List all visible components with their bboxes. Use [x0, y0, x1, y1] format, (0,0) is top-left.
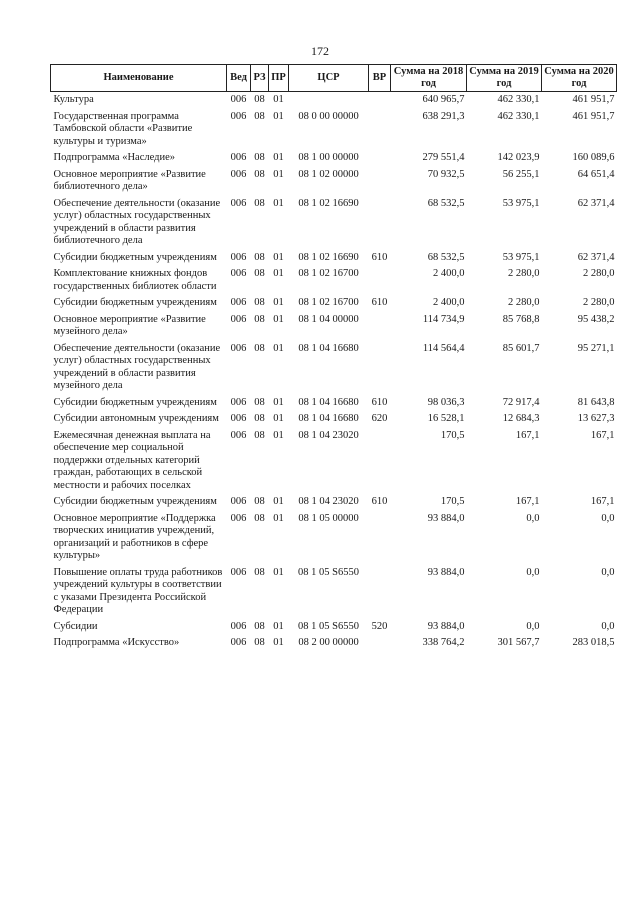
row-ved: 006: [230, 94, 247, 105]
row-rz: 08: [254, 152, 265, 163]
row-sum-2019: 301 567,7: [497, 637, 540, 648]
row-rz: 08: [254, 197, 265, 209]
table-row: [51, 92, 617, 109]
row-vr: 610: [371, 297, 388, 308]
table-row: [51, 511, 617, 565]
row-name: Основное мероприятие «Развитие библиотечного дела»: [53, 168, 206, 192]
row-rz: 08: [254, 566, 265, 578]
row-ved: 006: [230, 620, 247, 632]
row-sum-2018: 68 532,5: [427, 197, 465, 209]
row-sum-2020: 0,0: [601, 512, 615, 524]
row-ved: 006: [230, 313, 247, 325]
row-sum-2018: 338 764,2: [422, 637, 465, 648]
row-name: Ежемесячная денежная выплата на обеспечение мер социальной поддержки отдельных категорий граждан, работающих в сельской местности и рабочих поселках: [53, 429, 211, 491]
header-ved: Вед: [227, 65, 251, 92]
row-csr: 08 1 05 S6550: [298, 566, 359, 578]
row-rz: 08: [254, 251, 265, 263]
row-sum-2019: 167,1: [515, 429, 540, 441]
row-sum-2019: 12 684,3: [502, 413, 540, 424]
page-number: 172: [311, 44, 329, 58]
row-pr: 01: [273, 110, 284, 122]
row-sum-2018: 170,5: [440, 429, 465, 441]
row-ved: 006: [230, 297, 247, 308]
row-pr: 01: [273, 496, 284, 507]
row-sum-2020: 167,1: [590, 429, 615, 441]
row-name: Обеспечение деятельности (оказание услуг) областных государственных учреждений в области развития библиотечного дела: [53, 197, 221, 246]
row-name: Комплектование книжных фондов государственных библиотек области: [53, 268, 217, 292]
row-csr: 08 1 04 00000: [298, 313, 359, 325]
row-vr: [369, 167, 391, 196]
row-sum-2018: 93 884,0: [427, 566, 465, 578]
table-row: [51, 266, 617, 295]
row-sum-2019: 0,0: [526, 620, 540, 632]
row-pr: 01: [273, 197, 284, 209]
row-sum-2020: 64 651,4: [577, 168, 615, 180]
row-rz: 08: [254, 620, 265, 632]
table-row: [51, 196, 617, 250]
row-ved: 006: [230, 637, 247, 648]
row-rz: 08: [254, 313, 265, 325]
row-sum-2018: 638 291,3: [422, 110, 465, 122]
row-sum-2018: 114 564,4: [422, 342, 465, 354]
row-sum-2020: 160 089,6: [572, 152, 615, 163]
table-body: [51, 92, 617, 652]
row-sum-2020: 0,0: [601, 566, 615, 578]
row-sum-2018: 68 532,5: [427, 251, 465, 263]
row-name: Культура: [53, 94, 94, 105]
row-pr: 01: [273, 94, 284, 105]
row-sum-2019: 142 023,9: [497, 152, 540, 163]
row-sum-2019: 0,0: [526, 512, 540, 524]
row-sum-2018: 93 884,0: [427, 512, 465, 524]
row-csr: 08 1 00 00000: [298, 152, 359, 163]
table-row: [51, 341, 617, 395]
row-ved: 006: [230, 512, 247, 524]
table-row: [51, 565, 617, 619]
row-csr: 08 1 02 16700: [298, 268, 359, 279]
row-name: Субсидии бюджетным учреждениям: [53, 396, 217, 408]
row-ved: 006: [230, 110, 247, 122]
row-pr: 01: [273, 429, 284, 441]
header-pr: ПР: [269, 65, 289, 92]
row-rz: 08: [254, 297, 265, 308]
row-pr: 01: [273, 566, 284, 578]
row-sum-2018: 70 932,5: [427, 168, 465, 180]
row-name: Основное мероприятие «Поддержка творческих инициатив учреждений, организаций и работников в сфере культуры»: [53, 512, 216, 561]
row-name: Субсидии бюджетным учреждениям: [53, 297, 217, 308]
budget-table: [50, 64, 617, 652]
row-sum-2018: 170,5: [440, 496, 465, 507]
row-vr: [369, 341, 391, 395]
row-sum-2018: 2 400,0: [433, 297, 465, 308]
row-vr: 620: [371, 413, 388, 424]
row-ved: 006: [230, 413, 247, 424]
row-pr: 01: [273, 413, 284, 424]
row-vr: [369, 565, 391, 619]
row-sum-2018: 2 400,0: [433, 268, 465, 279]
row-ved: 006: [230, 342, 247, 354]
table-row: [51, 635, 617, 652]
row-sum-2020: 461 951,7: [572, 110, 615, 122]
row-rz: 08: [254, 342, 265, 354]
row-csr: 08 1 04 16680: [298, 413, 359, 424]
row-ved: 006: [230, 566, 247, 578]
header-vr: ВР: [369, 65, 391, 92]
row-rz: 08: [254, 94, 265, 105]
row-sum-2019: 56 255,1: [502, 168, 540, 180]
row-rz: 08: [254, 637, 265, 648]
row-csr: 08 0 00 00000: [298, 110, 359, 122]
row-sum-2019: 462 330,1: [497, 110, 540, 122]
row-sum-2020: 62 371,4: [577, 197, 615, 209]
header-sum-2018: Сумма на 2018 год: [391, 65, 467, 92]
row-vr: 610: [371, 396, 388, 408]
row-sum-2018: 93 884,0: [427, 620, 465, 632]
row-ved: 006: [230, 268, 247, 279]
row-rz: 08: [254, 396, 265, 408]
row-ved: 006: [230, 197, 247, 209]
row-sum-2020: 461 951,7: [572, 94, 615, 105]
row-csr: 08 1 04 23020: [298, 496, 359, 507]
header-csr: ЦСР: [289, 65, 369, 92]
row-vr: [369, 312, 391, 341]
row-sum-2019: 0,0: [526, 566, 540, 578]
table-row: [51, 109, 617, 151]
table-row: [51, 312, 617, 341]
row-rz: 08: [254, 413, 265, 424]
row-sum-2019: 53 975,1: [502, 251, 540, 263]
row-sum-2019: 72 917,4: [502, 396, 540, 408]
row-sum-2020: 167,1: [590, 496, 615, 507]
row-sum-2018: 640 965,7: [422, 94, 465, 105]
row-csr: 08 1 04 16680: [298, 342, 359, 354]
row-vr: [369, 92, 391, 109]
row-ved: 006: [230, 429, 247, 441]
table-row: [51, 295, 617, 312]
row-ved: 006: [230, 251, 247, 263]
row-sum-2018: 114 734,9: [422, 313, 465, 325]
row-csr: 08 1 04 16680: [298, 396, 359, 408]
row-csr: 08 1 02 16700: [298, 297, 359, 308]
row-sum-2020: 95 271,1: [577, 342, 615, 354]
row-pr: 01: [273, 297, 284, 308]
row-sum-2019: 85 768,8: [502, 313, 540, 325]
row-name: Субсидии автономным учреждениям: [53, 413, 219, 424]
row-pr: 01: [273, 251, 284, 263]
table-row: [51, 250, 617, 267]
row-rz: 08: [254, 512, 265, 524]
row-pr: 01: [273, 342, 284, 354]
row-csr: 08 1 02 16690: [298, 197, 359, 209]
row-name: Субсидии бюджетным учреждениям: [53, 496, 217, 507]
table-row: [51, 167, 617, 196]
row-csr: 08 2 00 00000: [298, 637, 359, 648]
row-pr: 01: [273, 620, 284, 632]
row-pr: 01: [273, 512, 284, 524]
row-name: Субсидии: [53, 620, 98, 632]
row-name: Повышение оплаты труда работников учреждений культуры в соответствии с указами Президента Российской Федерации: [53, 566, 223, 615]
row-csr: [289, 92, 369, 109]
table-row: [51, 395, 617, 412]
row-vr: [369, 150, 391, 167]
row-sum-2019: 2 280,0: [508, 268, 540, 279]
row-pr: 01: [273, 396, 284, 408]
row-vr: [369, 109, 391, 151]
row-pr: 01: [273, 152, 284, 163]
row-pr: 01: [273, 168, 284, 180]
row-name: Обеспечение деятельности (оказание услуг) областных государственных учреждений в области развития музейного дела: [53, 342, 221, 391]
row-sum-2020: 62 371,4: [577, 251, 615, 263]
row-sum-2018: 16 528,1: [427, 413, 465, 424]
header-rz: РЗ: [251, 65, 269, 92]
row-sum-2019: 53 975,1: [502, 197, 540, 209]
row-vr: [369, 428, 391, 495]
row-sum-2018: 98 036,3: [427, 396, 465, 408]
header-sum-2020: Сумма на 2020 год: [542, 65, 617, 92]
row-sum-2019: 85 601,7: [502, 342, 540, 354]
row-rz: 08: [254, 496, 265, 507]
row-ved: 006: [230, 396, 247, 408]
row-vr: 520: [371, 620, 388, 632]
row-sum-2019: 167,1: [515, 496, 540, 507]
row-sum-2020: 2 280,0: [583, 297, 615, 308]
row-vr: 610: [371, 496, 388, 507]
row-vr: [369, 635, 391, 652]
row-sum-2020: 0,0: [601, 620, 615, 632]
table-row: [51, 150, 617, 167]
row-pr: 01: [273, 637, 284, 648]
row-rz: 08: [254, 268, 265, 279]
row-sum-2018: 279 551,4: [422, 152, 465, 163]
table-row: [51, 428, 617, 495]
row-sum-2019: 462 330,1: [497, 94, 540, 105]
row-rz: 08: [254, 110, 265, 122]
row-vr: [369, 196, 391, 250]
row-name: Субсидии бюджетным учреждениям: [53, 251, 217, 263]
row-name: Государственная программа Тамбовской области «Развитие культуры и туризма»: [53, 110, 193, 147]
row-pr: 01: [273, 268, 284, 279]
header-name: Наименование: [51, 65, 227, 92]
row-ved: 006: [230, 152, 247, 163]
row-sum-2020: 95 438,2: [577, 313, 615, 325]
row-vr: [369, 511, 391, 565]
row-csr: 08 1 05 00000: [298, 512, 359, 524]
row-csr: 08 1 05 S6550: [298, 620, 359, 632]
row-name: Подпрограмма «Наследие»: [53, 152, 175, 163]
row-sum-2020: 2 280,0: [583, 268, 615, 279]
row-vr: 610: [371, 251, 388, 263]
table-header-row: [51, 65, 617, 92]
table-row: [51, 494, 617, 511]
row-sum-2020: 81 643,8: [577, 396, 615, 408]
row-csr: 08 1 02 16690: [298, 251, 359, 263]
row-name: Подпрограмма «Искусство»: [53, 637, 180, 648]
row-rz: 08: [254, 429, 265, 441]
table-row: [51, 411, 617, 428]
row-rz: 08: [254, 168, 265, 180]
row-ved: 006: [230, 168, 247, 180]
row-sum-2020: 13 627,3: [577, 413, 615, 424]
row-pr: 01: [273, 313, 284, 325]
header-sum-2019: Сумма на 2019 год: [467, 65, 542, 92]
row-sum-2020: 283 018,5: [572, 637, 615, 648]
row-csr: 08 1 04 23020: [298, 429, 359, 441]
row-ved: 006: [230, 496, 247, 507]
table-row: [51, 619, 617, 636]
row-vr: [369, 266, 391, 295]
row-csr: 08 1 02 00000: [298, 168, 359, 180]
row-name: Основное мероприятие «Развитие музейного дела»: [53, 313, 206, 337]
row-sum-2019: 2 280,0: [508, 297, 540, 308]
